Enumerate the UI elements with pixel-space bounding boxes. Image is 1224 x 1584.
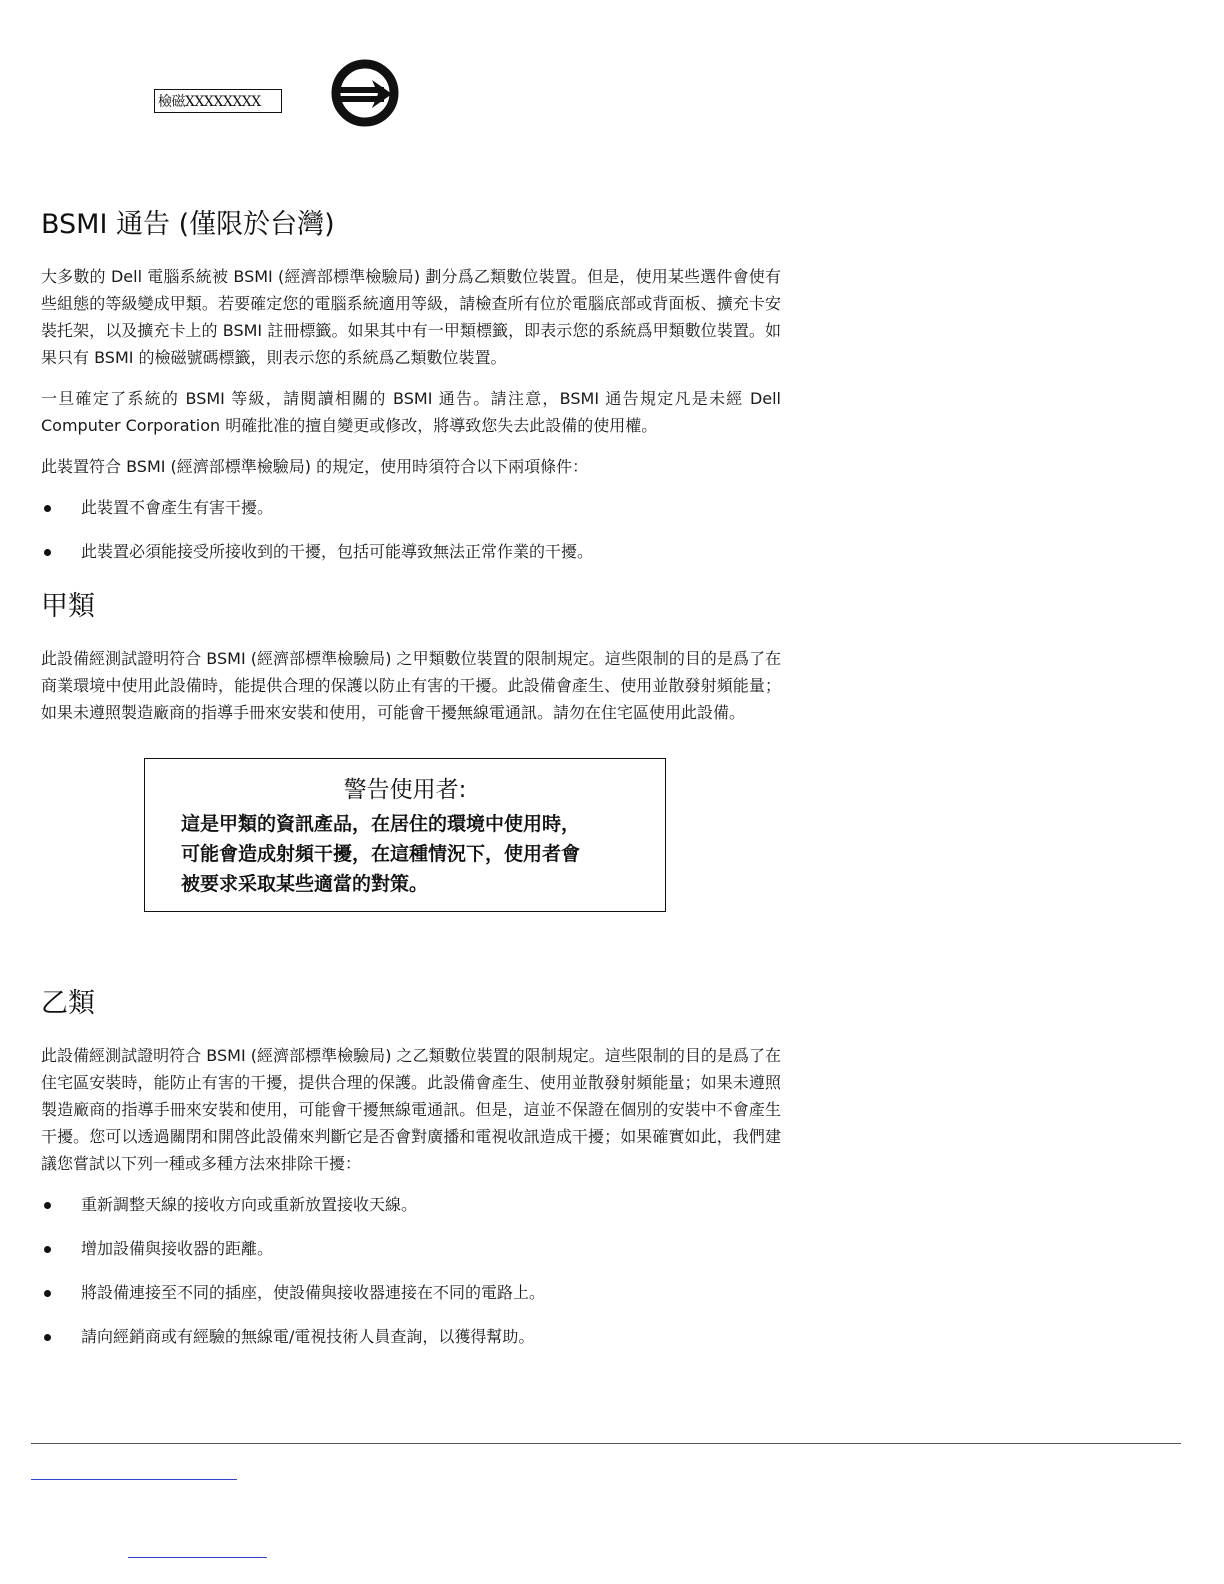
list-item: 此裝置不會產生有害干擾。: [41, 494, 781, 521]
class-b-section: [41, 984, 781, 1350]
footer-divider: [31, 1443, 1181, 1444]
class-a-section: [41, 587, 781, 726]
list-item: 將設備連接至不同的插座，使設備與接收器連接在不同的電路上。: [41, 1279, 781, 1306]
bsmi-notice-heading: BSMI 通告 (僅限於台灣): [41, 209, 335, 240]
warning-line: 這是甲類的資訊產品，在居住的環境中使用時，: [181, 813, 581, 835]
list-item: 請向經銷商或有經驗的無線電/電視技術人員查詢，以獲得幫助。: [41, 1323, 781, 1350]
bsmi-paragraph-2: 一旦確定了系統的 BSMI 等級，請閱讀相關的 BSMI 通告。請注意，BSMI 通告規定凡是未經 Dell Computer Corporation 明確批准的擅自變更或修改，將導致您失去此設備的使用權。: [41, 389, 781, 435]
bsmi-seal-icon: [330, 58, 400, 128]
class-a-paragraph: 此設備經測試證明符合 BSMI (經濟部標準檢驗局) 之甲類數位裝置的限制規定。這些限制的目的是爲了在商業環境中使用此設備時，能提供合理的保護以防止有害的干擾。此設備會產生、使用並散發射頻能量；如果未遵照製造廠商的指導手冊來安裝和使用，可能會干擾無線電通訊。請勿在住宅區使用此設備。: [41, 649, 781, 722]
list-item: 增加設備與接收器的距離。: [41, 1235, 781, 1262]
class-b-heading: 乙類: [41, 988, 95, 1019]
class-a-heading: 甲類: [41, 591, 95, 622]
warning-title: 警告使用者:: [343, 777, 467, 803]
bsmi-paragraph-1: 大多數的 Dell 電腦系統被 BSMI (經濟部標準檢驗局) 劃分爲乙類數位裝置。但是，使用某些選件會使有些組態的等級變成甲類。若要確定您的電腦系統適用等級，請檢查所有位於電腦底部或背面板、擴充卡安裝托架，以及擴充卡上的 BSMI 註冊標籤。如果其中有一甲類標籤，即表示您的系統爲甲類數位裝置。如果只有 BSMI 的檢磁號碼標籤，則表示您的系統爲乙類數位裝置。: [41, 267, 781, 367]
bsmi-notice-section: [41, 205, 781, 565]
inspection-mark-label: 檢磁XXXXXXXX: [154, 89, 282, 113]
warning-line: 可能會造成射頻干擾，在這種情況下，使用者會: [181, 843, 581, 865]
bsmi-conditions-list: [41, 494, 781, 565]
footer-link-underline[interactable]: [128, 1557, 267, 1558]
document-body: [41, 205, 781, 1372]
class-b-paragraph: 此設備經測試證明符合 BSMI (經濟部標準檢驗局) 之乙類數位裝置的限制規定。這些限制的目的是爲了在住宅區安裝時，能防止有害的干擾，提供合理的保護。此設備會產生、使用並散發射頻能量；如果未遵照製造廠商的指導手冊來安裝和使用，可能會干擾無線電通訊。但是，這並不保證在個別的安裝中不會產生干擾。您可以透過關閉和開啓此設備來判斷它是否會對廣播和電視收訊造成干擾；如果確實如此，我們建議您嘗試以下列一種或多種方法來排除干擾：: [41, 1046, 781, 1173]
warning-line: 被要求采取某些適當的對策。: [181, 873, 429, 895]
list-item: 此裝置必須能接受所接收到的干擾，包括可能導致無法正常作業的干擾。: [41, 538, 781, 565]
certification-logos: [154, 58, 454, 128]
warning-body: [181, 809, 629, 899]
footer-link-underline[interactable]: [31, 1479, 237, 1480]
class-b-remedies-list: [41, 1191, 781, 1350]
user-warning-box: [144, 758, 666, 912]
list-item: 重新調整天線的接收方向或重新放置接收天線。: [41, 1191, 781, 1218]
bsmi-paragraph-3: 此裝置符合 BSMI (經濟部標準檢驗局) 的規定，使用時須符合以下兩項條件：: [41, 457, 589, 476]
